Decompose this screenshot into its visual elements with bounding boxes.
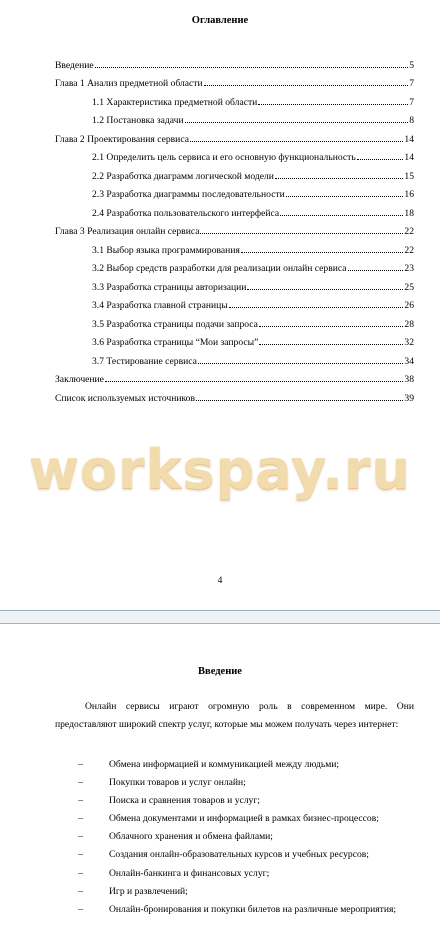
page-separator xyxy=(0,610,440,624)
toc-entry-title: 3.7 Тестирование сервиса xyxy=(92,355,197,367)
list-dash: – xyxy=(78,831,83,843)
toc-entry-title: 3.6 Разработка страницы “Мои запросы” xyxy=(92,337,259,348)
list-item-text: Онлайн-банкинга и финансовых услуг; xyxy=(109,867,270,879)
toc-entry xyxy=(55,145,414,164)
toc-entry-title: 2.3 Разработка диаграммы последовательности xyxy=(92,189,285,200)
list-dash: – xyxy=(78,777,83,789)
toc-dot-leader xyxy=(275,178,403,179)
toc-entry-page: 38 xyxy=(404,374,414,385)
toc-entry xyxy=(55,330,414,349)
toc-entry-page: 32 xyxy=(404,337,414,348)
toc-entry-page: 39 xyxy=(404,392,414,404)
list-item-text: Онлайн-бронирования и покупки билетов на различные мероприятия; xyxy=(109,903,397,915)
toc-entry-title: 3.3 Разработка страницы авторизации xyxy=(92,281,247,293)
list-item xyxy=(55,901,414,919)
list-item xyxy=(55,810,414,828)
list-item xyxy=(55,756,414,774)
toc-entry xyxy=(55,89,414,108)
list-item-text: Обмена информацией и коммуникацией между людьми; xyxy=(109,759,340,770)
toc-dot-leader xyxy=(198,363,404,364)
introduction-page xyxy=(0,624,440,940)
toc-entry-title: Введение xyxy=(55,59,94,71)
list-item xyxy=(55,792,414,810)
toc-entry-page: 22 xyxy=(404,244,414,256)
toc-dot-leader xyxy=(185,122,409,123)
toc-entry-page: 14 xyxy=(404,152,414,163)
toc-entry-page: 5 xyxy=(409,59,414,71)
toc-entry-title: 1.1 Характеристика предметной области xyxy=(92,96,258,108)
toc-entry-title: 3.4 Разработка главной страницы xyxy=(92,300,228,311)
toc-dot-leader xyxy=(229,307,404,308)
toc-entry xyxy=(55,367,414,386)
toc-entry-title: 2.1 Определить цель сервиса и его основную функциональность xyxy=(92,152,356,163)
toc-entry-page: 7 xyxy=(409,96,414,108)
list-dash: – xyxy=(78,813,83,825)
list-item xyxy=(55,883,414,901)
toc-entry-page: 23 xyxy=(404,263,414,274)
toc-entry-title: 3.1 Выбор языка программирования xyxy=(92,244,240,256)
toc-entry-title: Список используемых источников xyxy=(55,392,195,404)
toc-dot-leader xyxy=(357,159,404,160)
toc-dot-leader xyxy=(259,344,403,345)
toc-entry-title: 1.2 Постановка задачи xyxy=(92,115,184,126)
toc-entry-page: 15 xyxy=(404,170,414,182)
toc-entry xyxy=(55,311,414,330)
toc-entry xyxy=(55,237,414,256)
list-item-text: Облачного хранения и обмена файлами; xyxy=(109,831,273,843)
toc-dot-leader xyxy=(280,215,403,216)
toc-dot-leader xyxy=(241,252,404,253)
table-of-contents xyxy=(55,52,414,404)
toc-dot-leader xyxy=(200,233,403,234)
toc-entry-page: 16 xyxy=(404,189,414,200)
toc-entry-title: Глава 3 Реализация онлайн сервиса xyxy=(55,226,200,237)
toc-entry xyxy=(55,256,414,275)
toc-entry-page: 14 xyxy=(404,133,414,145)
toc-dot-leader xyxy=(348,270,404,271)
toc-entry-page: 8 xyxy=(409,115,414,126)
list-item xyxy=(55,865,414,883)
toc-entry-title: 2.4 Разработка пользовательского интерфейса xyxy=(92,207,280,219)
toc-entry-page: 22 xyxy=(404,226,414,237)
toc-dot-leader xyxy=(95,67,409,68)
toc-dot-leader xyxy=(286,196,404,197)
list-item xyxy=(55,828,414,846)
toc-entry xyxy=(55,163,414,182)
toc-entry-title: Глава 1 Анализ предметной области xyxy=(55,78,203,89)
toc-entry xyxy=(55,200,414,219)
introduction-title: Введение xyxy=(198,666,242,677)
toc-entry xyxy=(55,52,414,71)
toc-entry-page: 7 xyxy=(409,78,414,89)
list-item-text: Обмена документами и информацией в рамках бизнес-процессов; xyxy=(109,813,379,825)
toc-entry-page: 28 xyxy=(404,318,414,330)
list-item-text: Поиска и сравнения товаров и услуг; xyxy=(109,795,260,807)
list-dash: – xyxy=(78,903,83,915)
toc-entry xyxy=(55,293,414,312)
toc-entry-title: 3.5 Разработка страницы подачи запроса xyxy=(92,318,258,330)
toc-entry xyxy=(55,182,414,201)
list-item-text: Игр и развлечений; xyxy=(109,885,188,897)
page-number: 4 xyxy=(217,576,223,586)
list-dash: – xyxy=(78,795,83,807)
toc-title: Оглавление xyxy=(191,15,249,26)
list-item-text: Покупки товаров и услуг онлайн; xyxy=(109,777,246,789)
list-dash: – xyxy=(78,759,83,770)
toc-dot-leader xyxy=(258,104,408,105)
list-item xyxy=(55,846,414,864)
toc-dot-leader xyxy=(247,289,403,290)
watermark: workspay.ru xyxy=(29,438,411,501)
list-dash: – xyxy=(78,885,83,897)
toc-dot-leader xyxy=(190,141,403,142)
toc-entry xyxy=(55,274,414,293)
toc-entry-page: 26 xyxy=(404,300,414,311)
list-item xyxy=(55,774,414,792)
list-dash: – xyxy=(78,867,83,879)
toc-dot-leader xyxy=(105,381,403,382)
toc-entry xyxy=(55,108,414,127)
toc-dot-leader xyxy=(196,400,403,401)
toc-dot-leader xyxy=(204,85,409,86)
service-list xyxy=(55,756,414,919)
toc-entry xyxy=(55,385,414,404)
toc-entry-title: Заключение xyxy=(55,374,104,385)
toc-entry-title: Глава 2 Проектирования сервиса xyxy=(55,133,189,145)
toc-entry-title: 3.2 Выбор средств разработки для реализации онлайн сервиса xyxy=(92,263,347,274)
toc-entry xyxy=(55,71,414,90)
toc-dot-leader xyxy=(259,326,404,327)
list-dash: – xyxy=(78,849,83,861)
toc-entry xyxy=(55,126,414,145)
introduction-paragraph: Онлайн сервисы играют огромную роль в современном мире. Они предоставляют широкий спектр услуг, которые мы можем получать через интернет: xyxy=(55,701,414,730)
toc-entry-page: 18 xyxy=(404,207,414,219)
list-item-text: Создания онлайн-образовательных курсов и учебных ресурсов; xyxy=(109,849,369,861)
toc-entry-page: 34 xyxy=(404,355,414,367)
toc-entry xyxy=(55,348,414,367)
toc-entry xyxy=(55,219,414,238)
toc-entry-page: 25 xyxy=(404,281,414,293)
toc-entry-title: 2.2 Разработка диаграмм логической модели xyxy=(92,170,274,182)
